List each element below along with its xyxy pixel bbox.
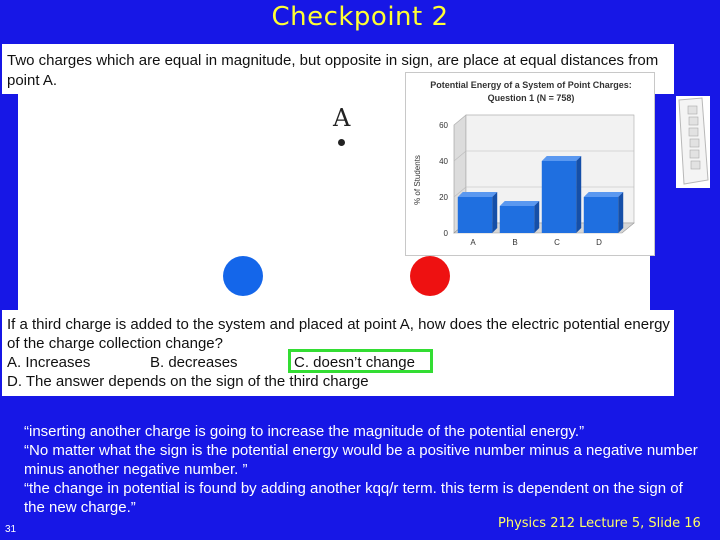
chart-y-tick-label: 0	[443, 229, 448, 238]
chart-bar	[458, 197, 492, 233]
chart-bar-side	[492, 192, 497, 233]
chart-bar-side	[618, 192, 623, 233]
chart-bar-side	[576, 156, 581, 233]
chart-bar	[500, 206, 534, 233]
results-chart	[405, 72, 655, 256]
chart-x-tick-label: A	[470, 238, 476, 247]
chart-y-tick-label: 40	[439, 157, 448, 166]
comment-1: “inserting another charge is going to increase the magnitude of the potential energy.”	[24, 423, 585, 440]
chart-y-tick-label: 20	[439, 193, 448, 202]
comment-3: “the change in potential is found by adding another kqq/r term. this term is dependent on the sign of the new charge.”	[24, 480, 683, 516]
option-b: B. decreases	[150, 354, 238, 371]
toolbar-button-5	[690, 150, 699, 158]
followup-question: If a third charge is added to the system and placed at point A, how does the electric potential energy of the charge collection change?	[7, 316, 670, 352]
comment-2: “No matter what the sign is the potential energy would be a positive number minus a negative number minus another negative number. ”	[24, 442, 698, 478]
chart-bar-top	[542, 156, 581, 161]
option-c: C. doesn’t change	[294, 354, 415, 371]
student-comments	[24, 422, 700, 517]
option-d: D. The answer depends on the sign of the third charge	[7, 373, 369, 390]
chart-bar-top	[584, 192, 623, 197]
side-toolbar	[676, 96, 710, 188]
point-a-marker	[338, 139, 345, 146]
chart-y-axis-label: % of Students	[413, 155, 422, 205]
toolbar-button-1	[688, 106, 697, 114]
slide-number: 31	[5, 524, 17, 535]
point-a-label: A	[333, 104, 351, 132]
chart-x-tick-label: D	[596, 238, 602, 247]
results-chart-svg	[406, 73, 656, 257]
chart-subtitle: Question 1 (N = 758)	[487, 93, 575, 103]
toolbar-svg	[676, 96, 710, 188]
chart-x-tick-label: B	[512, 238, 518, 247]
toolbar-button-4	[690, 139, 699, 147]
negative-charge	[223, 256, 263, 296]
chart-bar-side	[534, 201, 539, 233]
chart-y-tick-label: 60	[439, 121, 448, 130]
chart-bar	[542, 161, 576, 233]
chart-bar	[584, 197, 618, 233]
question-text: Two charges which are equal in magnitude, but opposite in sign, are place at equal distances from point A.	[7, 52, 659, 89]
option-a: A. Increases	[7, 354, 91, 371]
chart-title: Potential Energy of a System of Point Charges:	[430, 80, 632, 90]
positive-charge	[410, 256, 450, 296]
toolbar-button-2	[689, 117, 698, 125]
toolbar-button-3	[689, 128, 698, 136]
chart-bar-top	[458, 192, 497, 197]
slide-title: Checkpoint 2	[271, 2, 449, 32]
footer-text: Physics 212 Lecture 5, Slide 16	[498, 516, 701, 531]
chart-x-tick-label: C	[554, 238, 560, 247]
chart-bar-top	[500, 201, 539, 206]
toolbar-button-6	[691, 161, 700, 169]
correct-answer-highlight	[288, 349, 433, 373]
